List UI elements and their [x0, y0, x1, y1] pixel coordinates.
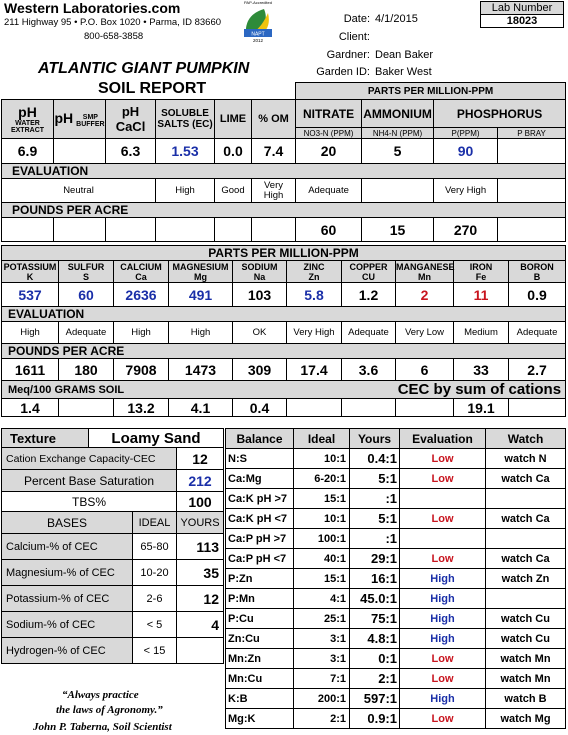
lime-value: 0.0 — [215, 139, 252, 164]
p-bray-value — [498, 139, 566, 164]
base-ideal: 2-6 — [133, 586, 177, 612]
no3-pounds: 60 — [296, 218, 362, 242]
nutrient-evaluation: Adequate — [509, 322, 566, 344]
balance-name: Mn:Cu — [226, 669, 294, 689]
nutrient-name: SULFUR — [67, 261, 105, 272]
balance-name: Zn:Cu — [226, 629, 294, 649]
gardner-value: Dean Baker — [375, 49, 434, 61]
nutrient-meq — [59, 399, 114, 417]
ph-smp-header: pH SMP BUFFER — [54, 100, 106, 139]
lab-number-label: Lab Number — [481, 2, 564, 15]
balance-ideal: 2:1 — [294, 709, 350, 729]
nutrient-evaluation: High — [169, 322, 233, 344]
balance-row — [226, 709, 566, 729]
lab-phone: 800-658-3858 — [84, 31, 144, 42]
base-yours: 35 — [177, 560, 224, 586]
pbs-value: 212 — [177, 470, 224, 492]
ppm-header-top: PARTS PER MILLION-PPM — [296, 83, 566, 100]
base-ideal: 10-20 — [133, 560, 177, 586]
ppm-header-mid: PARTS PER MILLION-PPM — [2, 246, 566, 261]
p-bray-subheader: P BRAY — [498, 128, 566, 139]
balance-watch — [486, 489, 566, 509]
balance-watch: watch Ca — [486, 509, 566, 529]
salts-value: 1.53 — [156, 139, 215, 164]
balance-yours: 0.9:1 — [350, 709, 400, 729]
balance-watch: watch Mn — [486, 649, 566, 669]
balance-ideal: 100:1 — [294, 529, 350, 549]
base-name: Magnesium-% of CEC — [2, 560, 133, 586]
lab-name: Western Laboratories.com — [4, 0, 181, 16]
base-row — [2, 612, 224, 638]
balance-row — [226, 449, 566, 469]
nutrient-meq: 13.2 — [114, 399, 169, 417]
balance-ideal: 10:1 — [294, 449, 350, 469]
p-evaluation: Very High — [434, 179, 498, 203]
gardner-label: Gardner: — [326, 49, 370, 61]
nitrate-header: NITRATE — [296, 100, 362, 128]
balance-row — [226, 629, 566, 649]
nutrient-header — [233, 261, 287, 283]
nutrient-header — [342, 261, 396, 283]
nutrient-symbol: K — [26, 271, 34, 282]
balance-yours: 5:1 — [350, 469, 400, 489]
nutrient-header — [59, 261, 114, 283]
base-row — [2, 534, 224, 560]
balance-name: Ca:K pH <7 — [226, 509, 294, 529]
signature-line: John P. Taberna, Soil Scientist — [33, 721, 172, 733]
balance-row — [226, 529, 566, 549]
balance-row — [226, 549, 566, 569]
base-ideal: < 5 — [133, 612, 177, 638]
nutrient-evaluation: High — [2, 322, 59, 344]
nutrient-meq — [396, 399, 454, 417]
om-value: 7.4 — [252, 139, 296, 164]
balance-yours: 16:1 — [350, 569, 400, 589]
nutrient-evaluation: Very Low — [396, 322, 454, 344]
balance-yours: :1 — [350, 489, 400, 509]
nutrient-pounds: 7908 — [114, 359, 169, 381]
balance-name: K:B — [226, 689, 294, 709]
nutrient-pounds: 2.7 — [509, 359, 566, 381]
ph-water-header: pH WATER EXTRACT — [2, 100, 54, 139]
svg-text:2012: 2012 — [252, 38, 264, 43]
bases-header: BASES — [2, 512, 133, 534]
nutrient-ppm-value: 2 — [396, 283, 454, 307]
report-title: ATLANTIC GIANT PUMPKIN — [38, 60, 250, 77]
soluble-salts-header: SOLUBLE SALTS (EC) — [156, 100, 215, 139]
balance-yours: 2:1 — [350, 669, 400, 689]
balance-ideal: 25:1 — [294, 609, 350, 629]
nutrient-evaluation: OK — [233, 322, 287, 344]
nutrient-symbol: Mg — [194, 271, 207, 282]
yours-header: YOURS — [177, 512, 224, 534]
nutrient-evaluation: Adequate — [342, 322, 396, 344]
balance-name: Ca:Mg — [226, 469, 294, 489]
balance-evaluation — [400, 529, 486, 549]
no3-evaluation: Adequate — [296, 179, 362, 203]
balance-ideal: 15:1 — [294, 489, 350, 509]
nutrient-ppm-value: 11 — [454, 283, 509, 307]
nutrient-meq: 0.4 — [233, 399, 287, 417]
nutrient-header — [509, 261, 566, 283]
balance-evaluation: High — [400, 569, 486, 589]
balance-name: Ca:P pH <7 — [226, 549, 294, 569]
cec-value: 12 — [177, 448, 224, 470]
base-yours: 113 — [177, 534, 224, 560]
ph-evaluation: Neutral — [2, 179, 156, 203]
balance-evaluation: Low — [400, 669, 486, 689]
base-name: Hydrogen-% of CEC — [2, 638, 133, 664]
quote-line2: the laws of Agronomy.” — [56, 704, 163, 716]
texture-value: Loamy Sand — [89, 429, 224, 448]
balance-ideal: 6-20:1 — [294, 469, 350, 489]
balance-name: Ca:K pH >7 — [226, 489, 294, 509]
nutrient-name: SODIUM — [241, 261, 278, 272]
om-header: % OM — [252, 100, 296, 139]
tbs-value: 100 — [177, 492, 224, 512]
nutrient-pounds: 1611 — [2, 359, 59, 381]
lab-number-box — [480, 1, 564, 28]
nutrient-symbol: CU — [362, 271, 375, 282]
balance-watch: watch Mg — [486, 709, 566, 729]
balance-evaluation: High — [400, 609, 486, 629]
balance-ideal: 4:1 — [294, 589, 350, 609]
balance-yours: :1 — [350, 529, 400, 549]
texture-label: Texture — [2, 429, 89, 448]
nutrient-pounds: 309 — [233, 359, 287, 381]
balance-header: Ideal — [294, 429, 350, 449]
balance-name: P:Cu — [226, 609, 294, 629]
tbs-label: TBS% — [2, 492, 177, 512]
nh4-subheader: NH4-N (PPM) — [362, 128, 434, 139]
balance-evaluation: Low — [400, 449, 486, 469]
base-ideal: < 15 — [133, 638, 177, 664]
nh4-pounds: 15 — [362, 218, 434, 242]
nutrient-ppm-value: 2636 — [114, 283, 169, 307]
nutrient-pounds: 33 — [454, 359, 509, 381]
no3-value: 20 — [296, 139, 362, 164]
balance-watch: watch Zn — [486, 569, 566, 589]
nutrient-symbol: B — [533, 271, 541, 282]
nutrient-header — [454, 261, 509, 283]
nutrient-ppm-value: 537 — [2, 283, 59, 307]
base-name: Sodium-% of CEC — [2, 612, 133, 638]
nutrient-ppm-value: 0.9 — [509, 283, 566, 307]
p-pounds: 270 — [434, 218, 498, 242]
base-ideal: 65-80 — [133, 534, 177, 560]
nutrient-meq — [509, 399, 566, 417]
nutrient-symbol: Zn — [308, 271, 320, 282]
balance-ideal: 40:1 — [294, 549, 350, 569]
balance-evaluation — [400, 489, 486, 509]
balance-ideal: 3:1 — [294, 629, 350, 649]
cec-label: Cation Exchange Capacity-CEC — [2, 448, 177, 470]
nutrient-evaluation: Adequate — [59, 322, 114, 344]
balance-evaluation: High — [400, 629, 486, 649]
balance-evaluation: Low — [400, 709, 486, 729]
no3-subheader: NO3-N (PPM) — [296, 128, 362, 139]
base-name: Calcium-% of CEC — [2, 534, 133, 560]
balance-name: N:S — [226, 449, 294, 469]
balance-row — [226, 469, 566, 489]
smp-value — [54, 139, 106, 164]
nutrient-header — [114, 261, 169, 283]
nh4-value: 5 — [362, 139, 434, 164]
base-row — [2, 560, 224, 586]
balance-name: P:Zn — [226, 569, 294, 589]
evaluation-label-top: EVALUATION — [2, 164, 566, 179]
ph-cacl-header: pH CaCl — [106, 100, 156, 139]
nutrient-name: POTASSIUM — [3, 261, 57, 272]
lab-address: 211 Highway 95 • P.O. Box 1020 • Parma, ID 83660 — [4, 17, 222, 28]
balance-watch: watch Cu — [486, 629, 566, 649]
lime-evaluation: Good — [215, 179, 252, 203]
balance-ideal: 200:1 — [294, 689, 350, 709]
nutrient-pounds: 17.4 — [287, 359, 342, 381]
balance-name: Mg:K — [226, 709, 294, 729]
garden-id-value: Baker West — [375, 66, 432, 78]
balance-header: Evaluation — [400, 429, 486, 449]
balance-name: Mn:Zn — [226, 649, 294, 669]
cacl-value: 6.3 — [106, 139, 156, 164]
balance-watch: watch N — [486, 449, 566, 469]
report-subtitle: SOIL REPORT — [98, 80, 207, 97]
balance-ideal: 3:1 — [294, 649, 350, 669]
balance-yours: 75:1 — [350, 609, 400, 629]
evaluation-label-mid: EVALUATION — [2, 307, 566, 322]
nutrient-ppm-value: 1.2 — [342, 283, 396, 307]
cation-analysis-table — [1, 245, 566, 417]
nutrient-name: CALCIUM — [120, 261, 162, 272]
salts-evaluation: High — [156, 179, 215, 203]
nutrient-name: BORON — [520, 261, 554, 272]
accreditation-seal: PAP-Accredited NAPT 2012 — [238, 0, 278, 46]
p-ppm-subheader: P(PPM) — [434, 128, 498, 139]
nutrient-pounds: 3.6 — [342, 359, 396, 381]
pounds-label-top: POUNDS PER ACRE — [2, 203, 566, 218]
balance-watch — [486, 589, 566, 609]
om-evaluation: Very High — [252, 179, 296, 203]
base-yours — [177, 638, 224, 664]
nutrient-ppm-value: 491 — [169, 283, 233, 307]
nutrient-ppm-value: 60 — [59, 283, 114, 307]
balance-evaluation: Low — [400, 649, 486, 669]
leaf-icon — [238, 5, 278, 43]
date-label: Date: — [343, 13, 370, 25]
base-yours: 12 — [177, 586, 224, 612]
balance-evaluation: High — [400, 689, 486, 709]
balance-ideal: 7:1 — [294, 669, 350, 689]
nutrient-header — [396, 261, 454, 283]
nutrient-evaluation: High — [114, 322, 169, 344]
balance-watch: watch B — [486, 689, 566, 709]
client-label: Client: — [338, 31, 370, 43]
cec-sum-label: CEC by sum of cations — [287, 381, 566, 399]
nutrient-pounds: 1473 — [169, 359, 233, 381]
balance-header: Balance — [226, 429, 294, 449]
nutrient-name: MANGANESE — [396, 261, 455, 272]
top-analysis-table — [1, 82, 566, 242]
nutrient-pounds: 180 — [59, 359, 114, 381]
nutrient-header — [2, 261, 59, 283]
nutrient-symbol: Mn — [418, 271, 431, 282]
nutrient-meq — [342, 399, 396, 417]
balance-yours: 0:1 — [350, 649, 400, 669]
nutrient-header — [169, 261, 233, 283]
balance-header: Yours — [350, 429, 400, 449]
balance-evaluation: Low — [400, 469, 486, 489]
balance-watch — [486, 529, 566, 549]
balance-yours: 0.4:1 — [350, 449, 400, 469]
balance-name: P:Mn — [226, 589, 294, 609]
garden-id-label: Garden ID: — [316, 66, 370, 78]
base-name: Potassium-% of CEC — [2, 586, 133, 612]
lime-header: LIME — [215, 100, 252, 139]
pbs-label: Percent Base Saturation — [2, 470, 177, 492]
base-row — [2, 638, 224, 664]
nutrient-name: MAGNESIUM — [172, 261, 229, 272]
nutrient-meq: 19.1 — [454, 399, 509, 417]
balance-watch: watch Cu — [486, 609, 566, 629]
balance-yours: 45.0:1 — [350, 589, 400, 609]
nutrient-name: IRON — [469, 261, 493, 272]
nutrient-symbol: Fe — [475, 271, 487, 282]
ideal-header: IDEAL — [133, 512, 177, 534]
balance-yours: 597:1 — [350, 689, 400, 709]
quote-line1: “Always practice — [62, 689, 139, 701]
nutrient-ppm-value: 103 — [233, 283, 287, 307]
balance-ideal: 15:1 — [294, 569, 350, 589]
nutrient-symbol: S — [82, 271, 89, 282]
lab-number: 18023 — [481, 15, 564, 28]
balance-ideal: 10:1 — [294, 509, 350, 529]
ammonium-header: AMMONIUM — [362, 100, 434, 128]
balance-name: Ca:P pH >7 — [226, 529, 294, 549]
nutrient-name: COPPER — [349, 261, 388, 272]
balance-evaluation: High — [400, 589, 486, 609]
nutrient-evaluation: Very High — [287, 322, 342, 344]
balance-row — [226, 509, 566, 529]
svg-text:NAPT: NAPT — [251, 31, 265, 38]
balance-watch: watch Ca — [486, 469, 566, 489]
balance-yours: 29:1 — [350, 549, 400, 569]
balance-row — [226, 649, 566, 669]
balance-watch: watch Ca — [486, 549, 566, 569]
balance-evaluation: Low — [400, 549, 486, 569]
balance-yours: 5:1 — [350, 509, 400, 529]
p-value: 90 — [434, 139, 498, 164]
nutrient-meq — [287, 399, 342, 417]
base-row — [2, 586, 224, 612]
nutrient-symbol: Ca — [135, 271, 147, 282]
date-value: 4/1/2015 — [375, 13, 418, 25]
balance-header: Watch — [486, 429, 566, 449]
balance-row — [226, 609, 566, 629]
nutrient-pounds: 6 — [396, 359, 454, 381]
nutrient-symbol: Na — [253, 271, 266, 282]
balance-yours: 4.8:1 — [350, 629, 400, 649]
balance-watch: watch Mn — [486, 669, 566, 689]
meq-label: Meq/100 GRAMS SOIL — [2, 381, 287, 399]
base-saturation-table — [1, 428, 224, 664]
balance-row — [226, 489, 566, 509]
balance-evaluation: Low — [400, 509, 486, 529]
nutrient-ppm-value: 5.8 — [287, 283, 342, 307]
nutrient-header — [287, 261, 342, 283]
nutrient-name: ZINC — [303, 261, 325, 272]
balance-table — [225, 428, 566, 729]
pounds-label-mid: POUNDS PER ACRE — [2, 344, 566, 359]
nutrient-meq: 4.1 — [169, 399, 233, 417]
phosphorus-header: PHOSPHORUS — [434, 100, 566, 128]
balance-row — [226, 669, 566, 689]
balance-row — [226, 589, 566, 609]
balance-row — [226, 569, 566, 589]
nutrient-evaluation: Medium — [454, 322, 509, 344]
balance-row — [226, 689, 566, 709]
nutrient-meq: 1.4 — [2, 399, 59, 417]
base-yours: 4 — [177, 612, 224, 638]
ph-value: 6.9 — [2, 139, 54, 164]
